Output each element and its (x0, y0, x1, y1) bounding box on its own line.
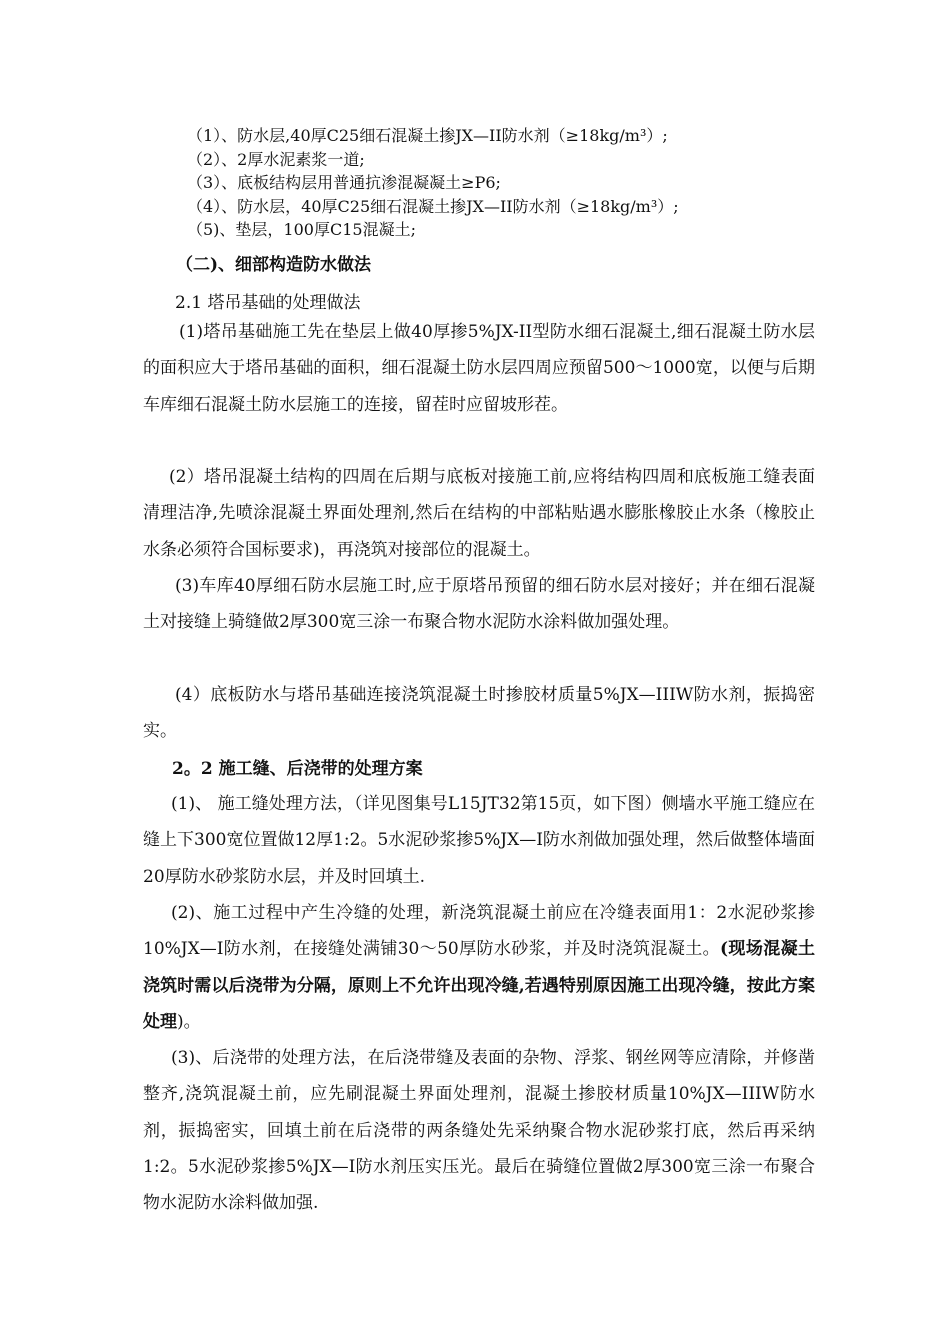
layer-list (187, 124, 679, 242)
layer-item: （5)、垫层，100厚C15混凝土; (187, 220, 416, 239)
layer-item: （4）、防水层，40厚C25细石混凝土掺JX—II防水剂（≥18kg/m³）; (187, 196, 679, 216)
emphasis-text: (现场混凝土浇筑时需以后浇带为分隔，原则上不允许出现冷缝,若遇特别原因施工出现冷缝，按此方案处理 (143, 939, 815, 1032)
paragraph: (3)、后浇带的处理方法，在后浇带缝及表面的杂物、浮浆、钢丝网等应清除，并修凿整齐,浇筑混凝土前，应先刷混凝土界面处理剂，混凝土掺胶材质量10%JX—IIIW防水剂，振捣密实，回填土前在后浇带的两条缝处先采纳聚合物水泥砂浆打底，然后再采纳1:2。5水泥砂浆掺5%JX—I防水剂压实压光。最后在骑缝位置做2厚300宽三涂一布聚合物水泥防水涂料做加强. (143, 1048, 815, 1214)
layer-item: （3）、底板结构层用普通抗渗混凝凝土≥P6; (187, 173, 501, 192)
layer-item: （1）、防水层,40厚C25细石混凝土掺JX—II防水剂（≥18kg/m³）; (187, 126, 668, 145)
paragraph-text: (2)、施工过程中产生冷缝的处理，新浇筑混凝土前应在冷缝表面用1：2水泥砂浆掺10%JX—I防水剂，在接缝处满铺30～50厚防水砂浆，并及时浇筑混凝土。 (143, 903, 815, 960)
subsection-heading: 2。2 施工缝、后浇带的处理方案 (172, 759, 423, 779)
paragraph: (1)塔吊基础施工先在垫层上做40厚掺5%JX-II型防水细石混凝土,细石混凝土防水层的面积应大于塔吊基础的面积，细石混凝土防水层四周应预留500～1000宽，以便与后期车库细石混凝土防水层施工的连接，留茬时应留坡形茬。 (143, 322, 815, 415)
paragraph-text: )。 (177, 1011, 201, 1032)
layer-item: （2）、2厚水泥素浆一道; (187, 149, 365, 169)
paragraph (143, 895, 815, 1040)
paragraph: (1)、 施工缝处理方法，（详见图集号L15JT32第15页，如下图）侧墙水平施工缝应在缝上下300宽位置做12厚1:2。5水泥砂浆掺5%JX—I防水剂做加强处理，然后做整体墙面20厚防水砂浆防水层，并及时回填土. (143, 794, 815, 887)
subsection-title: 2.1 塔吊基础的处理做法 (175, 293, 361, 313)
section-heading: （二)、细部构造防水做法 (176, 255, 372, 275)
paragraph: (2）塔吊混凝土结构的四周在后期与底板对接施工前,应将结构四周和底板施工缝表面清理洁净,先喷涂混凝土界面处理剂,然后在结构的中部粘贴遇水膨胀橡胶止水条（橡胶止水条必须符合国标要求)，再浇筑对接部位的混凝土。 (143, 467, 815, 560)
paragraph: (3)车库40厚细石防水层施工时,应于原塔吊预留的细石防水层对接好；并在细石混凝土对接缝上骑缝做2厚300宽三涂一布聚合物水泥防水涂料做加强处理。 (143, 576, 815, 633)
paragraph: (4）底板防水与塔吊基础连接浇筑混凝土时掺胶材质量5%JX—IIIW防水剂，振捣密实。 (143, 685, 815, 742)
